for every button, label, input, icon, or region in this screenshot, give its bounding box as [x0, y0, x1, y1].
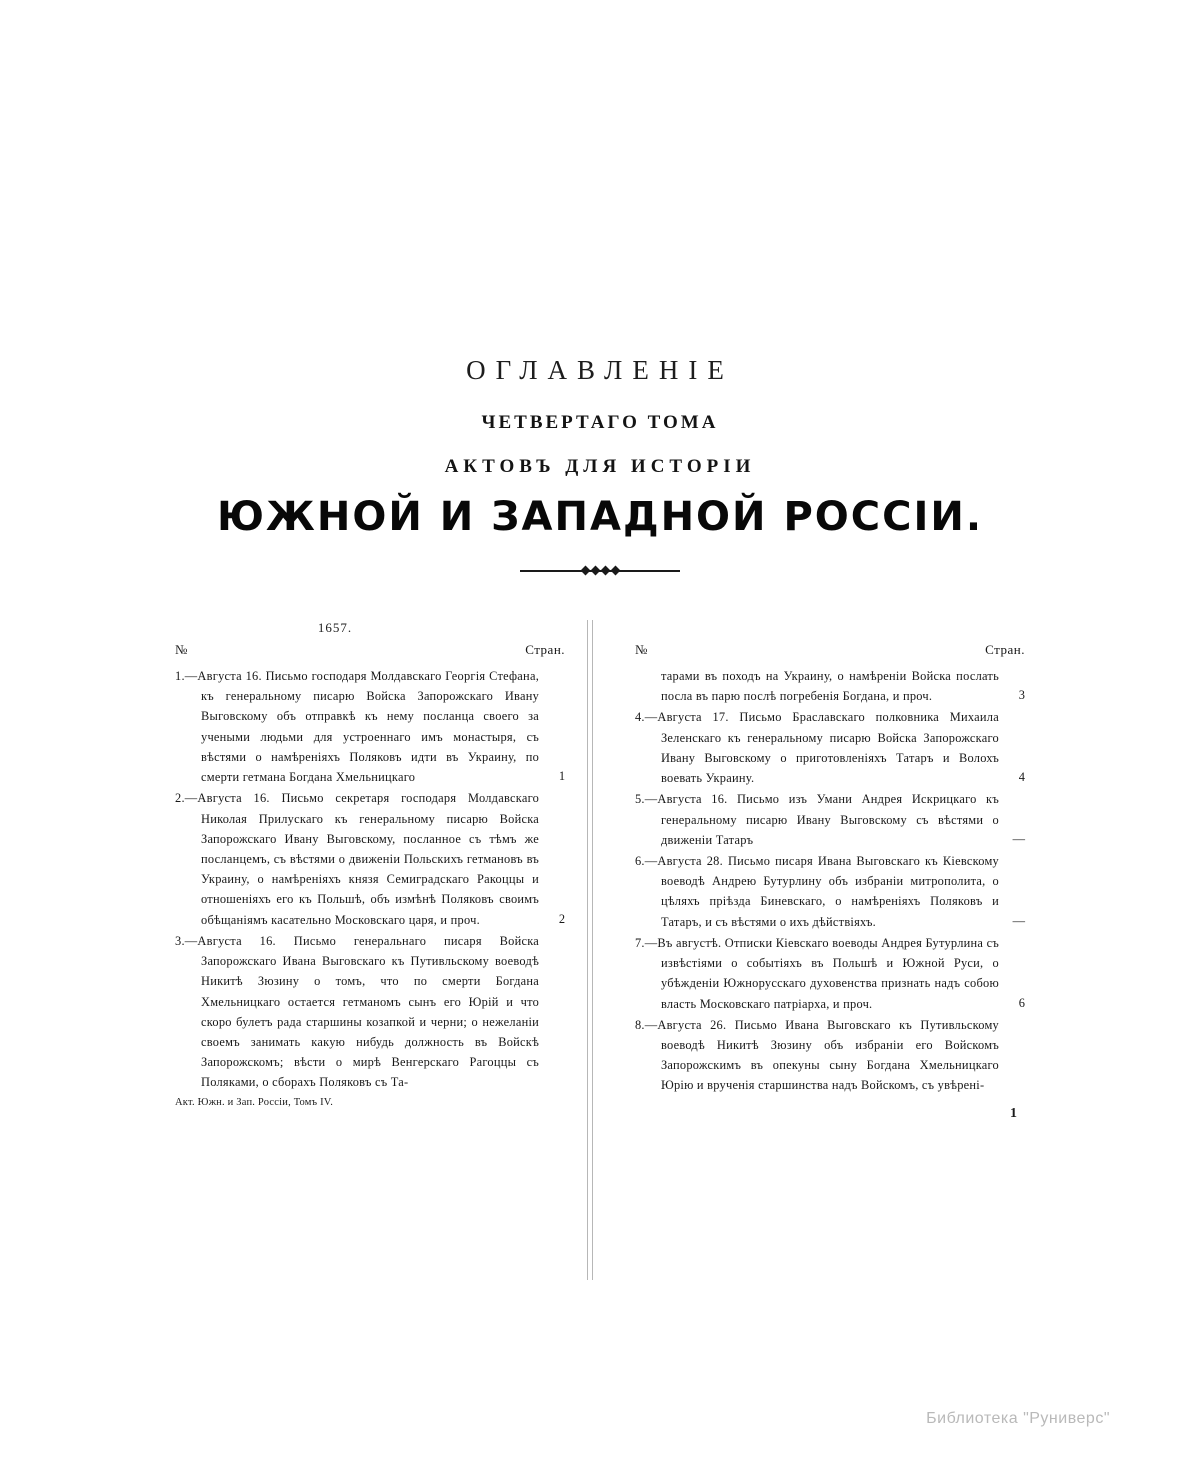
entry-text: Отписки Кiевскаго воеводы Андрея Бутурлина съ извѣстiями о событiяхъ въ Польшѣ и Южной Руси, о убѣжденiи Южнорусскаго духовенства признать надъ собою власть Московскаго патрiарха, и проч.: [660, 935, 999, 1011]
entry-lead: 6.—Августа 28.: [634, 853, 723, 868]
entry-text: Письмо господаря Молдавскаго Георгiя Стефана, къ генеральному писарю Войска Запорожскаго Ивану Выговскому объ отправкѣ къ нему посланца своего за учеными людьми для устроеннаго имъ монастыря, съ вѣстями о намѣренiяхъ Поляковъ идти въ Украину, по смерти гетмана Богдана Хмельницкаго: [201, 669, 540, 785]
number-header-right: №: [634, 642, 648, 657]
list-item: [635, 707, 1025, 788]
entry-page: —: [1012, 913, 1025, 928]
page-title: ОГЛАВЛЕНIЕ: [466, 355, 734, 385]
year-label: 1657.: [317, 620, 353, 635]
list-item: [635, 1015, 1025, 1096]
entry-page: —: [1012, 831, 1025, 846]
list-item: [635, 933, 1025, 1014]
entry-page: 2: [558, 911, 566, 926]
contents-columns: [175, 620, 1025, 1280]
decorative-rule: [520, 566, 680, 576]
entry-lead: 5.—Августа 16.: [634, 792, 728, 807]
entry-page: [999, 1095, 1025, 1096]
entry-text: Письмо генеральнаго писаря Войска Запорожскаго Ивана Выговскаго къ Путивльскому воеводѣ Никитѣ Зюзину о томъ, что по смерти Богдана Хмельницкаго остается гетманомъ сынъ его Юрiй и что скоро булетъ рада старшины козапкой и черни; о нежеланiи своемъ занимать какую нибудь должность въ Войскѣ Запорожскомъ; вѣсти о мирѣ Венгерскаго Рагоццы съ Поляками, о сборахъ Поляковъ съ Та-: [201, 933, 540, 1090]
right-column-header: [635, 642, 1025, 658]
entry-lead: 2.—Августа 16.: [175, 791, 270, 806]
entry-lead: 4.—Августа 17.: [634, 710, 729, 725]
watermark: Библиотека "Руниверс": [926, 1410, 1110, 1427]
title-subtitle-volume: ЧЕТВЕРТАГО ТОМА: [481, 412, 719, 433]
left-column-header: [175, 642, 565, 658]
entry-page: 6: [1018, 995, 1025, 1010]
title-main-heading: ЮЖНОЙ И ЗАПАДНОЙ РОССIИ.: [216, 494, 984, 540]
entry-text: Письмо изъ Умани Андрея Искрицкаго къ генеральному писарю Ивану Выговскому съ вѣстями о движенiи Татаръ: [660, 792, 999, 847]
entry-page: 4: [1018, 770, 1025, 785]
signature-footnote: Акт. Южн. и Зап. Россiи, Томъ IV.: [175, 1096, 334, 1108]
entry-lead: 7.—Въ августѣ.: [634, 935, 722, 950]
list-item: [175, 788, 565, 930]
entry-page: 1: [558, 769, 566, 784]
entry-text: Письмо секретаря господаря Молдавскаго Николая Прилускаго къ генеральному писарю Войска Запорожскаго Ивану Выговскому, посланное съ тѣмъ же посланцемъ, съ вѣстями о движенiи Польскихъ гетмановъ въ Украину, о намѣренiяхъ князя Семиградскаго Ракоццы и отношенiяхъ его къ Польшѣ, объ измѣнѣ Поляковъ своимъ обѣщанiямъ касательно Московскаго царя, и проч.: [201, 791, 540, 927]
page-number: 1: [1010, 1105, 1017, 1121]
entry-lead: 1.—Августа 16.: [175, 669, 262, 683]
entry-text: Письмо писаря Ивана Выговскаго къ Кiевскому воеводѣ Андрею Бутурлину объ избранiи митрополита, о цѣляхъ прiѣзда Биневскаго, о намѣренiяхъ Поляковъ и Татаръ, и съ вѣстями о ихъ дѣйствiяхъ.: [660, 853, 999, 929]
list-item: [635, 666, 1025, 706]
entry-page: [539, 1092, 565, 1093]
column-divider: [587, 620, 593, 1280]
page-header-left: Стран.: [525, 642, 566, 657]
list-item: [635, 851, 1025, 932]
page-header-right: Стран.: [985, 642, 1025, 657]
number-header-left: №: [175, 642, 188, 657]
entry-lead: 3.—Августа 16.: [175, 933, 276, 948]
list-item: [175, 931, 565, 1093]
title-subtitle-acts: АКТОВЪ ДЛЯ ИСТОРIИ: [444, 456, 756, 477]
entry-lead: 8.—Августа 26.: [634, 1017, 727, 1032]
left-column: [175, 620, 581, 1280]
title-block: [0, 0, 1200, 576]
list-item: [175, 666, 565, 787]
right-column: [599, 620, 1025, 1280]
entry-text: Письмо Ивана Выговскаго къ Путивльскому воеводѣ Никитѣ Зюзину объ избранiи его Войскомъ Запорожскимъ въ опекуны сыну Богдана Хмельницкаго Юрiю и врученiя старшинства надъ Войскомъ, съ увѣренi-: [660, 1017, 999, 1093]
list-item: [635, 789, 1025, 850]
entry-text: тарами въ походъ на Украину, о намѣренiи Войска послать посла въ парю послѣ погребенiя Богдана, и проч.: [660, 669, 999, 704]
entry-text: Письмо Браславскаго полковника Михаила Зеленскаго къ генеральному писарю Войска Запорожскаго Ивану Выговскому о приготовленiяхъ Татаръ и Волохъ воевать Украину.: [660, 710, 999, 786]
entry-page: 3: [1018, 688, 1025, 703]
